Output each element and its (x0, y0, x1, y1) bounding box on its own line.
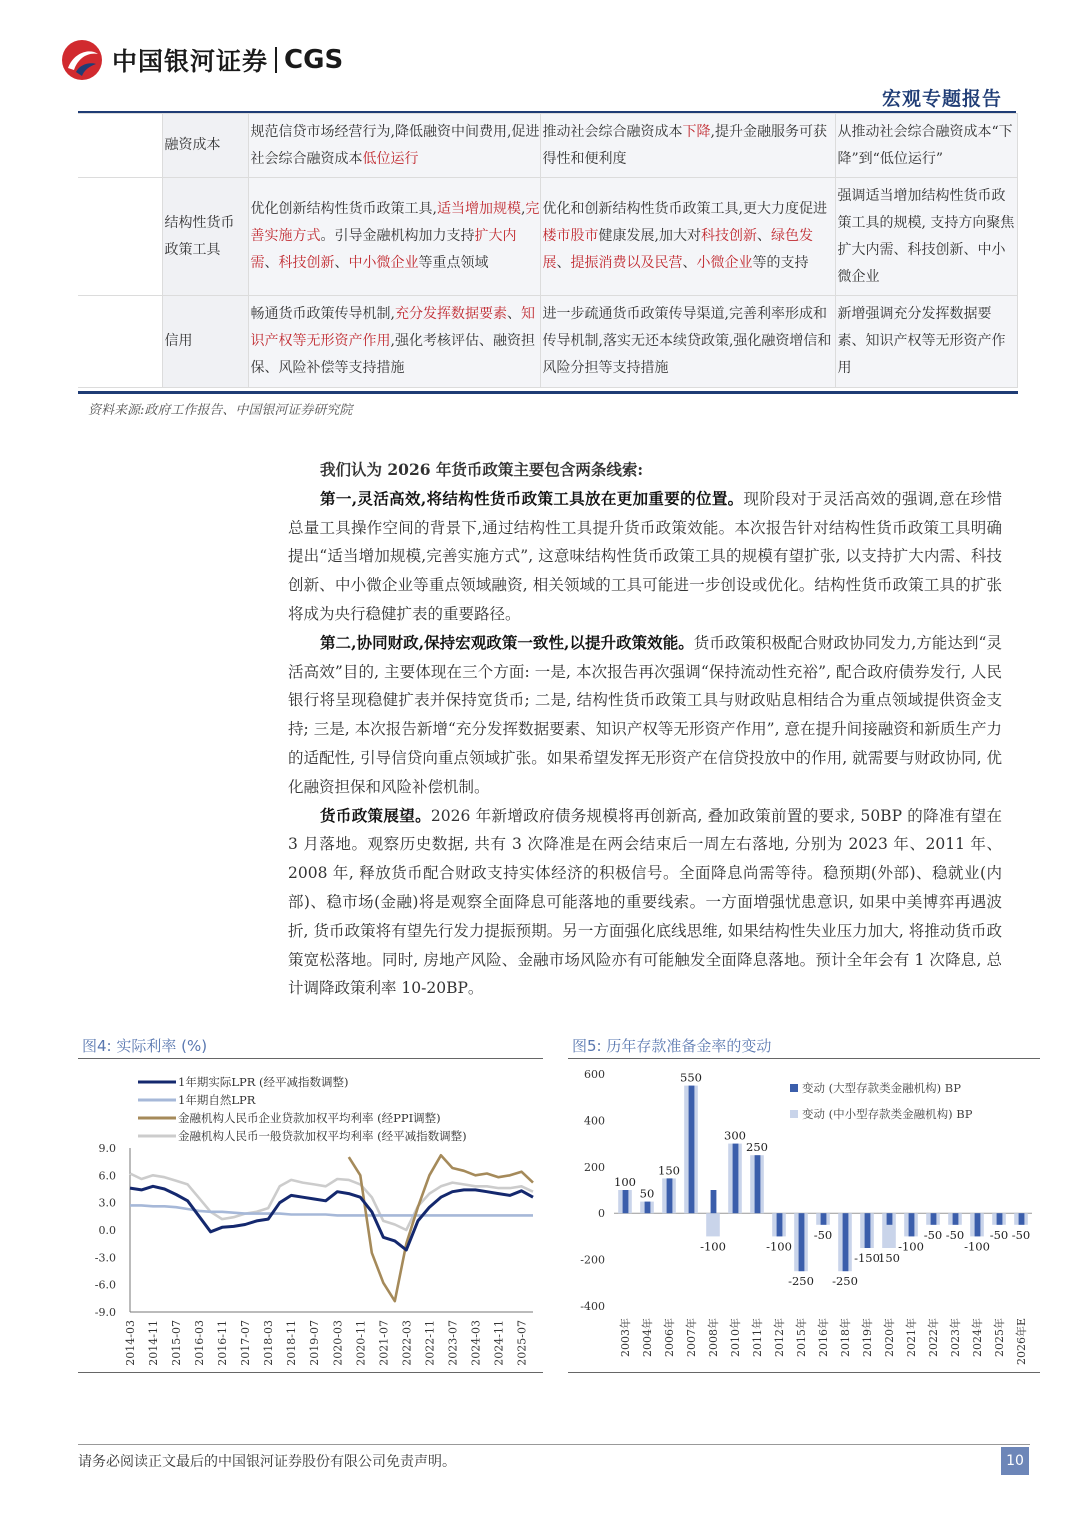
bar-large-institutions (711, 1190, 717, 1213)
x-tick-label: 2024-11 (492, 1320, 506, 1366)
table-cell-c3 (835, 178, 1018, 296)
table-category-cell (162, 296, 248, 388)
logo-separator (275, 47, 277, 73)
x-tick-label: 2016-11 (216, 1320, 230, 1366)
bar-data-label: 550 (680, 1070, 702, 1085)
highlight-text: 科技创新 (278, 255, 335, 271)
highlight-text: 充分发挥数据要素 (394, 306, 507, 322)
x-tick-label: 2015-07 (170, 1320, 184, 1366)
bar-data-label: -50 (945, 1227, 965, 1242)
x-tick-label: 2018年 (839, 1318, 852, 1357)
bar-data-label: -150 (854, 1251, 880, 1265)
body-text (288, 456, 1002, 1003)
bar-large-institutions (931, 1213, 937, 1225)
cell-text: 、 (682, 255, 697, 271)
table-cell-c1 (248, 296, 540, 388)
x-tick-label: 2022-03 (400, 1320, 414, 1366)
x-tick-label: 2014-03 (124, 1320, 137, 1366)
bar-data-label: -100 (700, 1239, 726, 1254)
table-category-text: 信用 (164, 333, 193, 349)
y-tick-label: 9.0 (98, 1142, 116, 1155)
x-tick-label: 2015年 (795, 1318, 808, 1357)
bar-large-institutions (799, 1213, 805, 1271)
x-tick-label: 2024年 (971, 1318, 984, 1357)
x-tick-label: 2003年 (619, 1318, 632, 1357)
cell-text: 、 (334, 255, 349, 271)
bar-data-label: -50 (1011, 1227, 1031, 1242)
y-tick-label: -400 (580, 1300, 605, 1313)
paragraph-3-lead: 货币政策展望。 (320, 805, 431, 825)
x-tick-label: 2025-07 (515, 1320, 529, 1366)
bar-data-label: 100 (614, 1175, 636, 1189)
bar-data-label: -100 (766, 1239, 792, 1254)
cell-text: ,提升金融服务可获得性和便利度 (542, 123, 827, 167)
bar-small-institutions (706, 1213, 720, 1236)
policy-comparison-table (78, 113, 1018, 388)
highlight-text: 知识产权等无形资产作用 (250, 306, 535, 349)
legend-swatch (790, 1084, 798, 1092)
table-blank-cell (78, 296, 162, 388)
x-tick-label: 2010年 (729, 1318, 742, 1357)
cell-text: 、 (556, 255, 571, 271)
reserve-ratio-chart (568, 1062, 1040, 1370)
paragraph-3 (288, 802, 1002, 1004)
bar-data-label: -250 (832, 1274, 858, 1289)
y-tick-label: 0.0 (98, 1224, 116, 1237)
bar-large-institutions (755, 1155, 761, 1213)
x-tick-label: 2020-11 (354, 1320, 368, 1366)
x-tick-label: 2004年 (641, 1318, 654, 1357)
bar-large-institutions (953, 1213, 959, 1225)
logo-suffix: CGS (284, 45, 344, 75)
cell-text: 、 (756, 228, 771, 244)
y-tick-label: 3.0 (98, 1196, 116, 1210)
bar-large-institutions (821, 1213, 827, 1225)
page-number: 10 (1001, 1447, 1029, 1475)
highlight-text: 中小微企业 (348, 255, 419, 271)
bar-data-label: -100 (964, 1239, 990, 1254)
table-cell-c2 (540, 296, 835, 388)
x-tick-label: 2011年 (751, 1318, 764, 1357)
table-row (78, 296, 1018, 388)
bar-large-institutions (645, 1202, 651, 1214)
cell-text: 等的支持 (752, 255, 809, 271)
x-tick-label: 2022-11 (423, 1320, 437, 1366)
table-row (78, 114, 1018, 178)
x-tick-label: 2023年 (949, 1318, 962, 1357)
paragraph-1-lead: 第一,灵活高效,将结构性货币政策工具放在更加重要的位置。 (320, 488, 744, 508)
y-tick-label: 0 (598, 1207, 605, 1221)
table-bottom-rule (78, 391, 1018, 394)
bar-data-label: -50 (989, 1227, 1009, 1242)
x-tick-label: 2017-07 (239, 1320, 253, 1366)
cell-text: 畅通货币政策传导机制, (250, 306, 395, 322)
figure-4-top-rule (78, 1058, 543, 1059)
legend-label: 金融机构人民币企业贷款加权平均利率 (经PPI调整) (178, 1111, 441, 1125)
table-category-text: 融资成本 (164, 137, 221, 153)
paragraph-2-lead: 第二,协同财政,保持宏观政策一致性,以提升政策效能。 (320, 632, 694, 652)
bar-large-institutions (667, 1178, 673, 1213)
y-tick-label: -200 (580, 1253, 605, 1267)
cell-text: 、 (264, 255, 279, 271)
legend-label: 金融机构人民币一般贷款加权平均利率 (经平减指数调整) (178, 1129, 467, 1143)
footer-rule (78, 1444, 1030, 1445)
highlight-text: 下降 (682, 123, 711, 140)
footer-disclaimer: 请务必阅读正文最后的中国银河证券股份有限公司免责声明。 (78, 1454, 456, 1470)
x-tick-label: 2006年 (663, 1318, 676, 1357)
paragraph-1 (288, 485, 1002, 629)
figure-4-bottom-rule (78, 1372, 543, 1373)
cell-text: , (520, 201, 526, 217)
table-cell-c2 (540, 178, 835, 296)
x-tick-label: 2012年 (773, 1318, 786, 1357)
table-cell-c1 (248, 114, 540, 178)
highlight-text: 楼市股市 (542, 228, 599, 244)
y-tick-label: -9.0 (94, 1306, 116, 1319)
cell-text: 健康发展,加大对 (598, 228, 701, 244)
bar-large-institutions (1019, 1213, 1025, 1225)
cell-text: 新增强调充分发挥数据要素、知识产权等无形资产作用 (837, 306, 1006, 376)
page-header (0, 0, 1080, 115)
x-tick-label: 2021年 (905, 1318, 918, 1357)
bar-data-label: -50 (813, 1227, 833, 1242)
bar-large-institutions (865, 1213, 871, 1248)
table-category-text: 结构性货币政策工具 (164, 214, 235, 258)
cell-text: 等重点领域 (418, 255, 489, 271)
table-source: 资料来源:政府工作报告、中国银河证券研究院 (88, 403, 353, 418)
table-cell-c1 (248, 178, 540, 296)
y-tick-label: -6.0 (94, 1278, 116, 1292)
logo-text: 中国银河证券 (112, 47, 269, 76)
bar-large-institutions (909, 1213, 915, 1236)
legend-label: 变动 (中小型存款类金融机构) BP (802, 1107, 973, 1121)
y-tick-label: 200 (584, 1160, 605, 1174)
table-blank-cell (78, 178, 162, 296)
company-logo (60, 38, 343, 82)
table-category-cell (162, 114, 248, 178)
bar-large-institutions (975, 1213, 981, 1236)
legend-label: 变动 (大型存款类金融机构) BP (802, 1081, 961, 1095)
bar-data-label: 150 (878, 1251, 900, 1265)
cell-text: 推动社会综合融资成本 (542, 123, 683, 140)
legend-label: 1年期自然LPR (178, 1093, 256, 1107)
highlight-text: 绿色发展 (542, 228, 813, 271)
paragraph-3-text: 2026 年新增政府债务规模将再创新高, 叠加政策前置的要求, 50BP 的降准有望在 3 月落地。观察历史数据, 共有 3 次降准是在两会结束后一周左右落地, 分别为 2023 年、2011 年、2008 年, 释放货币配合财政支持实体经济的积极信号。全面降息尚需等待。稳预期(外部)、稳就业(内部)、稳市场(金融)将是观察全面降息可能落地的重要线索。一方面増强忧患意识, 如果中美博弈再遇波折, 货币政策将有望先行发力提振预期。另一方面强化底线思维, 如果结构性失业压力加大, 将推动货币政策宽松落地。同时, 房地产风险、金融市场风险亦有可能触发全面降息落地。预计全年会有 1 次降息, 总计调降政策利率 10-20BP。 (288, 806, 1002, 998)
x-tick-label: 2007年 (685, 1318, 698, 1357)
series-line-general (130, 1174, 533, 1231)
bar-data-label: -100 (898, 1239, 924, 1254)
figure-5-bottom-rule (568, 1372, 1040, 1373)
y-tick-label: 6.0 (98, 1169, 116, 1183)
bar-large-institutions (777, 1213, 783, 1236)
y-tick-label: 600 (584, 1068, 605, 1081)
x-tick-label: 2025年 (993, 1318, 1006, 1357)
x-tick-label: 2018-11 (285, 1320, 299, 1366)
bar-large-institutions (689, 1086, 695, 1214)
series-line-real-lpr (130, 1186, 533, 1250)
cell-text: 优化创新结构性货币政策工具, (250, 201, 437, 217)
highlight-text: 完善实施方式 (250, 201, 540, 244)
x-tick-label: 2022年 (927, 1318, 940, 1357)
x-tick-label: 2021-07 (377, 1320, 391, 1366)
x-tick-label: 2024-03 (469, 1320, 483, 1366)
paragraph-2-text: 货币政策积极配合财政协同发力,方能达到“灵活高效”目的, 主要体现在三个方面: 一是, 本次报告再次强调“保持流动性充裕”, 配合政府债券发行, 人民银行将呈现稳健扩表并保持宽货币; 二是, 结构性货币政策工具与财政贴息相结合为重点领域提供资金支持; 三是, 本次报告新增“充分发挥数据要素、知识产权等无形资产作用”, 意在提升间接融资和新质生产力的适配性, 引导信贷向重点领域扩张。如果希望发挥无形资产在信贷投放中的作用, 就需要与财政协同, 优化融资担保和风险补偿机制。 (288, 633, 1002, 796)
highlight-text: 提振消费以及民营 (570, 255, 683, 271)
cell-text: 优化和创新结构性货币政策工具,更大力度促进 (542, 201, 827, 217)
paragraph-1-text: 现阶段对于灵活高效的强调,意在珍惜总量工具操作空间的背景下,通过结构性工具提升货币政策效能。本次报告针对结构性货币政策工具明确提出“适当增加规模,完善实施方式”, 这意味结构性货币政策工具的规模有望扩张, 以支持扩大内需、科技创新、中小微企业等重点领域融资, 相关领域的工具可能进一步创设或优化。结构性货币政策工具的扩张将成为央行稳健扩表的重要路径。 (288, 489, 1002, 623)
table-cell-c3 (835, 114, 1018, 178)
x-tick-label: 2019年 (861, 1318, 874, 1357)
highlight-text: 扩大内需 (250, 228, 517, 271)
paragraph-2 (288, 629, 1002, 802)
cell-text: 规范信贷市场经营行为,降低融资中间费用,促进社会综合融资成本 (250, 123, 540, 167)
highlight-text: 适当增加规模 (436, 201, 521, 217)
figure-5-title: 图5: 历年存款准备金率的变动 (572, 1037, 772, 1055)
highlight-text: 科技创新 (700, 228, 757, 244)
x-tick-label: 2026年E (1015, 1318, 1028, 1366)
x-tick-label: 2018-03 (262, 1320, 276, 1366)
table-row (78, 178, 1018, 296)
series-line-corp (349, 1155, 533, 1301)
cell-text: 、 (506, 306, 521, 322)
cgs-logo-icon (60, 38, 104, 82)
x-tick-label: 2020-03 (331, 1320, 345, 1366)
cell-text: ,强化考核评估、融资担保、风险补偿等支持措施 (250, 333, 535, 376)
cell-text: 进一步疏通货币政策传导渠道,完善利率形成和传导机制,落实无还本续贷政策,强化融资增信和风险分担等支持措施 (542, 306, 832, 376)
x-tick-label: 2019-07 (308, 1320, 322, 1366)
y-tick-label: -3.0 (94, 1251, 116, 1265)
table-cell-c3 (835, 296, 1018, 388)
bar-large-institutions (623, 1190, 629, 1213)
intro-line: 我们认为 2026 年货币政策主要包含两条线索: (320, 460, 644, 479)
bar-data-label: 300 (724, 1128, 746, 1143)
legend-swatch (790, 1110, 798, 1118)
x-tick-label: 2016年 (817, 1318, 830, 1357)
highlight-text: 低位运行 (362, 150, 419, 167)
highlight-text: 小微企业 (696, 255, 753, 271)
x-tick-label: 2008年 (707, 1318, 720, 1357)
x-tick-label: 2014-11 (147, 1320, 161, 1366)
real-interest-rate-chart (78, 1062, 543, 1370)
report-type: 宏观专题报告 (881, 88, 1002, 110)
legend-label: 1年期实际LPR (经平减指数调整) (178, 1075, 349, 1089)
cell-text: 。引导金融机构加力支持 (320, 228, 475, 244)
bar-large-institutions (843, 1213, 849, 1271)
bar-large-institutions (887, 1213, 893, 1225)
bar-data-label: 250 (746, 1140, 768, 1155)
figure-5-top-rule (568, 1058, 1040, 1059)
bar-data-label: -250 (788, 1274, 814, 1289)
x-tick-label: 2023-07 (446, 1320, 460, 1366)
x-tick-label: 2020年 (883, 1318, 896, 1357)
cell-text: 强调适当增加结构性货币政策工具的规模, 支持方向聚焦扩大内需、科技创新、中小微企业 (837, 187, 1015, 285)
table-cell-c2 (540, 114, 835, 178)
bar-large-institutions (733, 1144, 739, 1214)
bar-data-label: 50 (639, 1186, 655, 1201)
bar-data-label: -50 (923, 1227, 943, 1242)
figure-4-title: 图4: 实际利率 (%) (82, 1037, 208, 1055)
y-tick-label: 400 (584, 1114, 605, 1128)
table-category-cell (162, 178, 248, 296)
x-tick-label: 2016-03 (193, 1320, 207, 1366)
table-blank-cell (78, 114, 162, 178)
bar-large-institutions (997, 1213, 1003, 1225)
cell-text: 从推动社会综合融资成本“下降”到“低位运行” (837, 123, 1013, 167)
bar-data-label: 150 (658, 1163, 680, 1178)
